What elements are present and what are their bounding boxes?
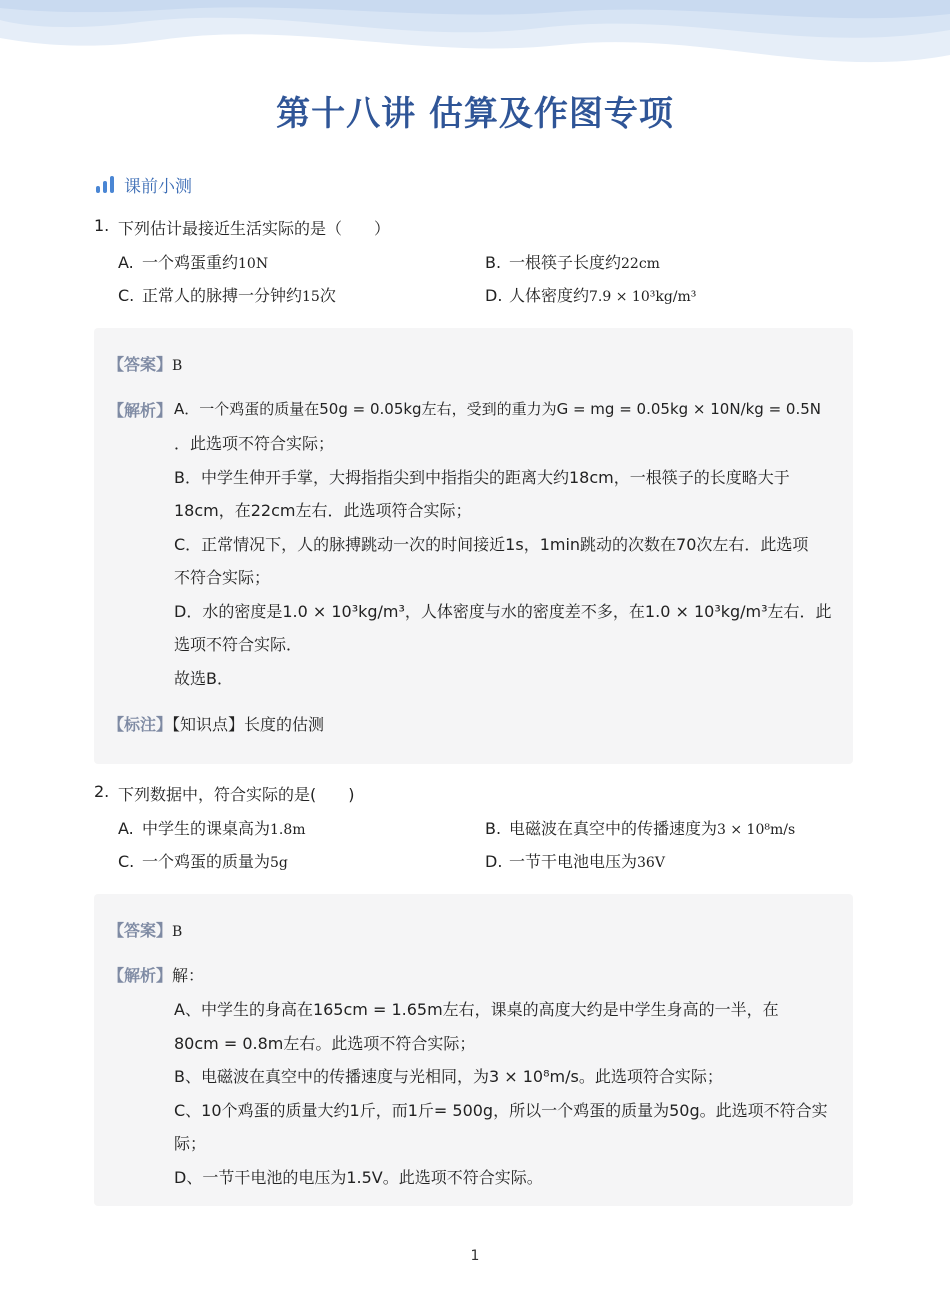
- q2-option-d: [485, 849, 665, 872]
- q1-option-b: [485, 250, 660, 273]
- option-label: D.: [485, 852, 503, 871]
- option-text: 一个鸡蛋的质量为: [142, 852, 271, 871]
- answer-tag: 【答案】: [108, 921, 173, 940]
- note-line: [108, 712, 324, 735]
- question-text: 下列数据中，符合实际的是( ): [118, 785, 355, 804]
- page-title: 第十八讲 估算及作图专项: [276, 94, 674, 134]
- q2-option-a: [118, 816, 306, 839]
- analysis-line: 18cm，在22cm左右．此选项符合实际；: [174, 501, 472, 520]
- option-math: 7.9 × 10³kg/m³: [589, 289, 697, 305]
- option-suffix: 次: [319, 286, 336, 305]
- q1-solution-box: [94, 328, 853, 764]
- option-label: C.: [118, 852, 135, 871]
- question-text: 下列估计最接近生活实际的是（ ）: [118, 219, 391, 238]
- option-text: 电磁波在真空中的传播速度为: [509, 819, 718, 838]
- option-math: 1.8m: [270, 822, 306, 838]
- header-wave-decoration: [0, 0, 950, 80]
- analysis-line: 不符合实际；: [174, 568, 271, 587]
- option-label: D.: [485, 286, 503, 305]
- analysis-line: 选项不符合实际．: [174, 635, 303, 654]
- analysis-line: A．一个鸡蛋的质量在50g = 0.05kg左右，受到的重力为G = mg = 0.05kg × 10N/kg = 0.5N: [174, 400, 822, 418]
- section-label: 课前小测: [124, 176, 192, 197]
- note-tag: 【标注】: [108, 715, 173, 734]
- answer-value: B: [172, 924, 183, 940]
- analysis-line: B．中学生伸开手掌，大拇指指尖到中指指尖的距离大约18cm，一根筷子的长度略大于: [174, 468, 790, 487]
- option-label: B.: [485, 819, 502, 838]
- analysis-line: D、一节干电池的电压为1.5V。此选项不符合实际。: [174, 1168, 543, 1187]
- option-text: 正常人的脉搏一分钟约: [142, 286, 303, 305]
- question-1-stem: [94, 216, 390, 239]
- option-math: 36V: [637, 855, 665, 871]
- option-math: 15: [302, 289, 320, 305]
- option-text: 一节干电池电压为: [509, 852, 638, 871]
- answer-line: [108, 352, 182, 375]
- option-label: C.: [118, 286, 135, 305]
- q1-option-c: [118, 283, 336, 306]
- analysis-line: C．正常情况下，人的脉搏跳动一次的时间接近1s，1min跳动的次数在70次左右．此选项: [174, 535, 809, 554]
- option-label: B.: [485, 253, 502, 272]
- option-text: 人体密度约: [509, 286, 590, 305]
- question-number: 2.: [94, 782, 110, 801]
- q1-option-a: [118, 250, 268, 273]
- answer-line: [108, 918, 182, 941]
- analysis-line: 故选B．: [174, 669, 233, 688]
- q2-option-c: [118, 849, 288, 872]
- q2-solution-box: [94, 894, 853, 1206]
- q1-option-d: [485, 283, 696, 306]
- option-math: 10N: [238, 256, 269, 272]
- analysis-tag-line: [108, 398, 172, 421]
- analysis-line: B、电磁波在真空中的传播速度与光相同，为3 × 10⁸m/s。此选项符合实际；: [174, 1067, 723, 1086]
- option-text: 一根筷子长度约: [509, 253, 622, 272]
- analysis-line: A、中学生的身高在165cm = 1.65m左右，课桌的高度大约是中学生身高的一半，在: [174, 1000, 779, 1019]
- analysis-line: 际；: [174, 1134, 207, 1153]
- q2-option-b: [485, 816, 795, 839]
- option-text: 中学生的课桌高为: [142, 819, 271, 838]
- analysis-intro: 解：: [172, 966, 205, 985]
- analysis-tag: 【解析】: [108, 401, 173, 420]
- analysis-line: ．此选项不符合实际；: [174, 434, 335, 453]
- page-number: 1: [470, 1248, 480, 1264]
- answer-tag: 【答案】: [108, 355, 173, 374]
- option-math: 5g: [270, 855, 288, 871]
- option-text: 一个鸡蛋重约: [142, 253, 239, 272]
- section-heading: [96, 172, 192, 196]
- bar-chart-icon: [96, 175, 114, 193]
- question-2-stem: [94, 782, 355, 805]
- analysis-line: 80cm = 0.8m左右。此选项不符合实际；: [174, 1034, 476, 1053]
- option-math: 3 × 10⁸m/s: [717, 822, 796, 838]
- answer-value: B: [172, 358, 183, 374]
- analysis-tag-line: [108, 963, 204, 986]
- analysis-line: C、10个鸡蛋的质量大约1斤，而1斤= 500g，所以一个鸡蛋的质量为50g。此选项不符合实: [174, 1101, 828, 1120]
- option-math: 22cm: [621, 256, 660, 272]
- analysis-line: D．水的密度是1.0 × 10³kg/m³，人体密度与水的密度差不多，在1.0 × 10³kg/m³左右．此: [174, 602, 832, 621]
- analysis-tag: 【解析】: [108, 966, 173, 985]
- option-label: A.: [118, 253, 134, 272]
- question-number: 1.: [94, 216, 110, 235]
- option-label: A.: [118, 819, 134, 838]
- note-text: 【知识点】长度的估测: [172, 715, 325, 734]
